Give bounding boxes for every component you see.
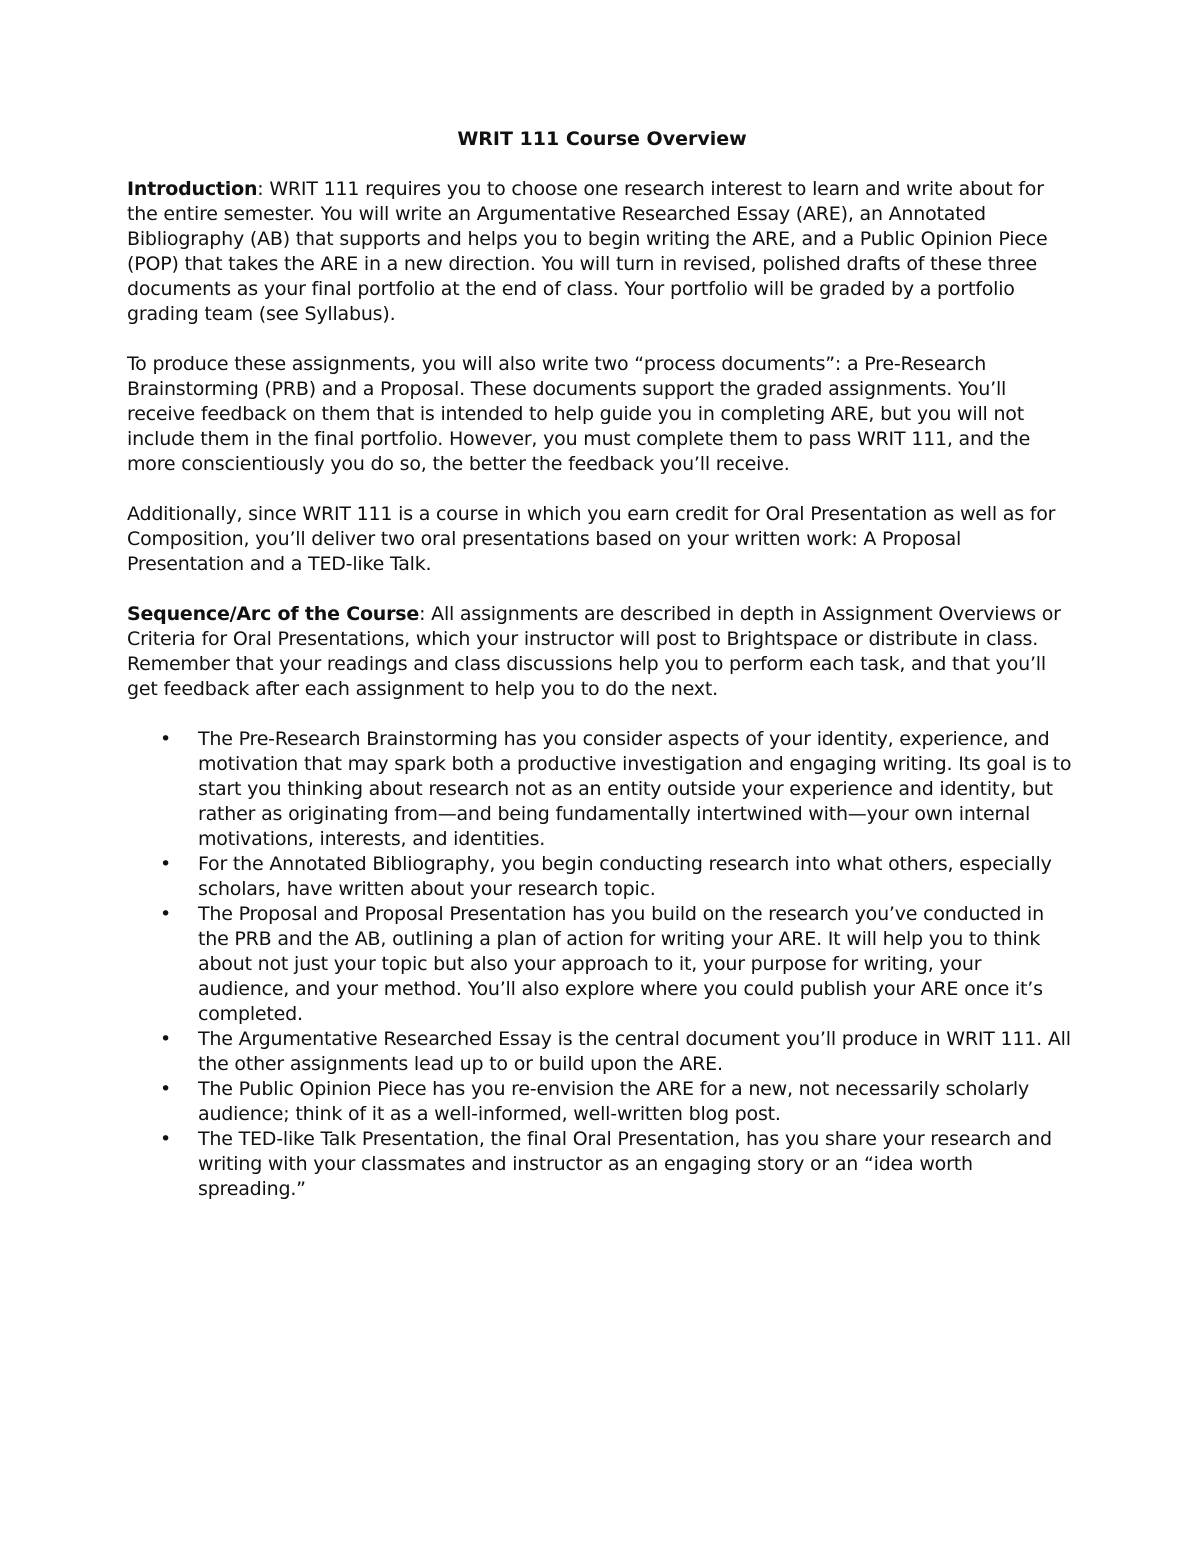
bullet-icon: • xyxy=(160,728,172,750)
bullet-icon: • xyxy=(160,1128,172,1150)
list-item-proposal xyxy=(127,902,1077,1027)
list-item-ted-talk xyxy=(127,1127,1077,1202)
bullet-icon: • xyxy=(160,853,172,875)
list-item-annotated-bibliography xyxy=(127,852,1077,902)
introduction-heading: Introduction xyxy=(127,178,258,200)
document-title: WRIT 111 Course Overview xyxy=(457,128,747,150)
introduction-paragraph xyxy=(127,177,1077,327)
sequence-heading: Sequence/Arc of the Course xyxy=(127,603,420,625)
list-item-text: The Pre-Research Brainstorming has you consider aspects of your identity, experience, and motivation that may spark both a productive investigation and engaging writing. Its goal is to start you thinking about research not as an entity outside your experience and identity, but rather as originating from—and being fundamentally intertwined with—your own internal motivations, interests, and identities. xyxy=(198,728,1072,850)
bullet-icon: • xyxy=(160,1078,172,1100)
assignment-list xyxy=(127,727,1077,1202)
introduction-text: WRIT 111 requires you to choose one research interest to learn and write about for the entire semester. You will write an Argumentative Researched Essay (ARE), an Annotated Bibliography (AB) that supports and helps you to begin writing the ARE, and a Public Opinion Piece (POP) that takes the ARE in a new direction. You will turn in revised, polished drafts of these three documents as your final portfolio at the end of class. Your portfolio will be graded by a portfolio grading team (see Syllabus). xyxy=(127,178,1048,325)
bullet-icon: • xyxy=(160,903,172,925)
process-documents-paragraph: To produce these assignments, you will also write two “process documents”: a Pre-Research Brainstorming (PRB) and a Proposal. These documents support the graded assignments. You’ll receive feedback on them that is intended to help guide you in completing ARE, but you will not include them in the final portfolio. However, you must complete them to pass WRIT 111, and the more conscientiously you do so, the better the feedback you’ll receive. xyxy=(127,353,1031,475)
document-content xyxy=(127,127,1077,1202)
list-item-argumentative-essay xyxy=(127,1027,1077,1077)
list-item-public-opinion-piece xyxy=(127,1077,1077,1127)
introduction-separator: : xyxy=(257,178,270,200)
list-item-text: The Argumentative Researched Essay is the central document you’ll produce in WRIT 111. All the other assignments lead up to or build upon the ARE. xyxy=(198,1028,1071,1075)
bullet-icon: • xyxy=(160,1028,172,1050)
sequence-separator: : xyxy=(419,603,432,625)
list-item-text: For the Annotated Bibliography, you begin conducting research into what others, especially scholars, have written about your research topic. xyxy=(198,853,1052,900)
list-item-pre-research-brainstorming xyxy=(127,727,1077,852)
list-item-text: The Public Opinion Piece has you re-envision the ARE for a new, not necessarily scholarly audience; think of it as a well-informed, well-written blog post. xyxy=(198,1078,1030,1125)
oral-presentation-paragraph: Additionally, since WRIT 111 is a course in which you earn credit for Oral Presentation as well as for Composition, you’ll deliver two oral presentations based on your written work: A Proposal Presentation and a TED-like Talk. xyxy=(127,503,1056,575)
list-item-text: The Proposal and Proposal Presentation has you build on the research you’ve conducted in the PRB and the AB, outlining a plan of action for writing your ARE. It will help you to think about not just your topic but also your approach to it, your purpose for writing, your audience, and your method. You’ll also explore where you could publish your ARE once it’s completed. xyxy=(198,903,1044,1025)
sequence-text: All assignments are described in depth in Assignment Overviews or Criteria for Oral Presentations, which your instructor will post to Brightspace or distribute in class. Remember that your readings and class discussions help you to perform each task, and that you’ll get feedback after each assignment to help you to do the next. xyxy=(127,603,1061,700)
list-item-text: The TED-like Talk Presentation, the final Oral Presentation, has you share your research and writing with your classmates and instructor as an engaging story or an “idea worth spreading.” xyxy=(198,1128,1052,1200)
sequence-paragraph xyxy=(127,602,1077,702)
